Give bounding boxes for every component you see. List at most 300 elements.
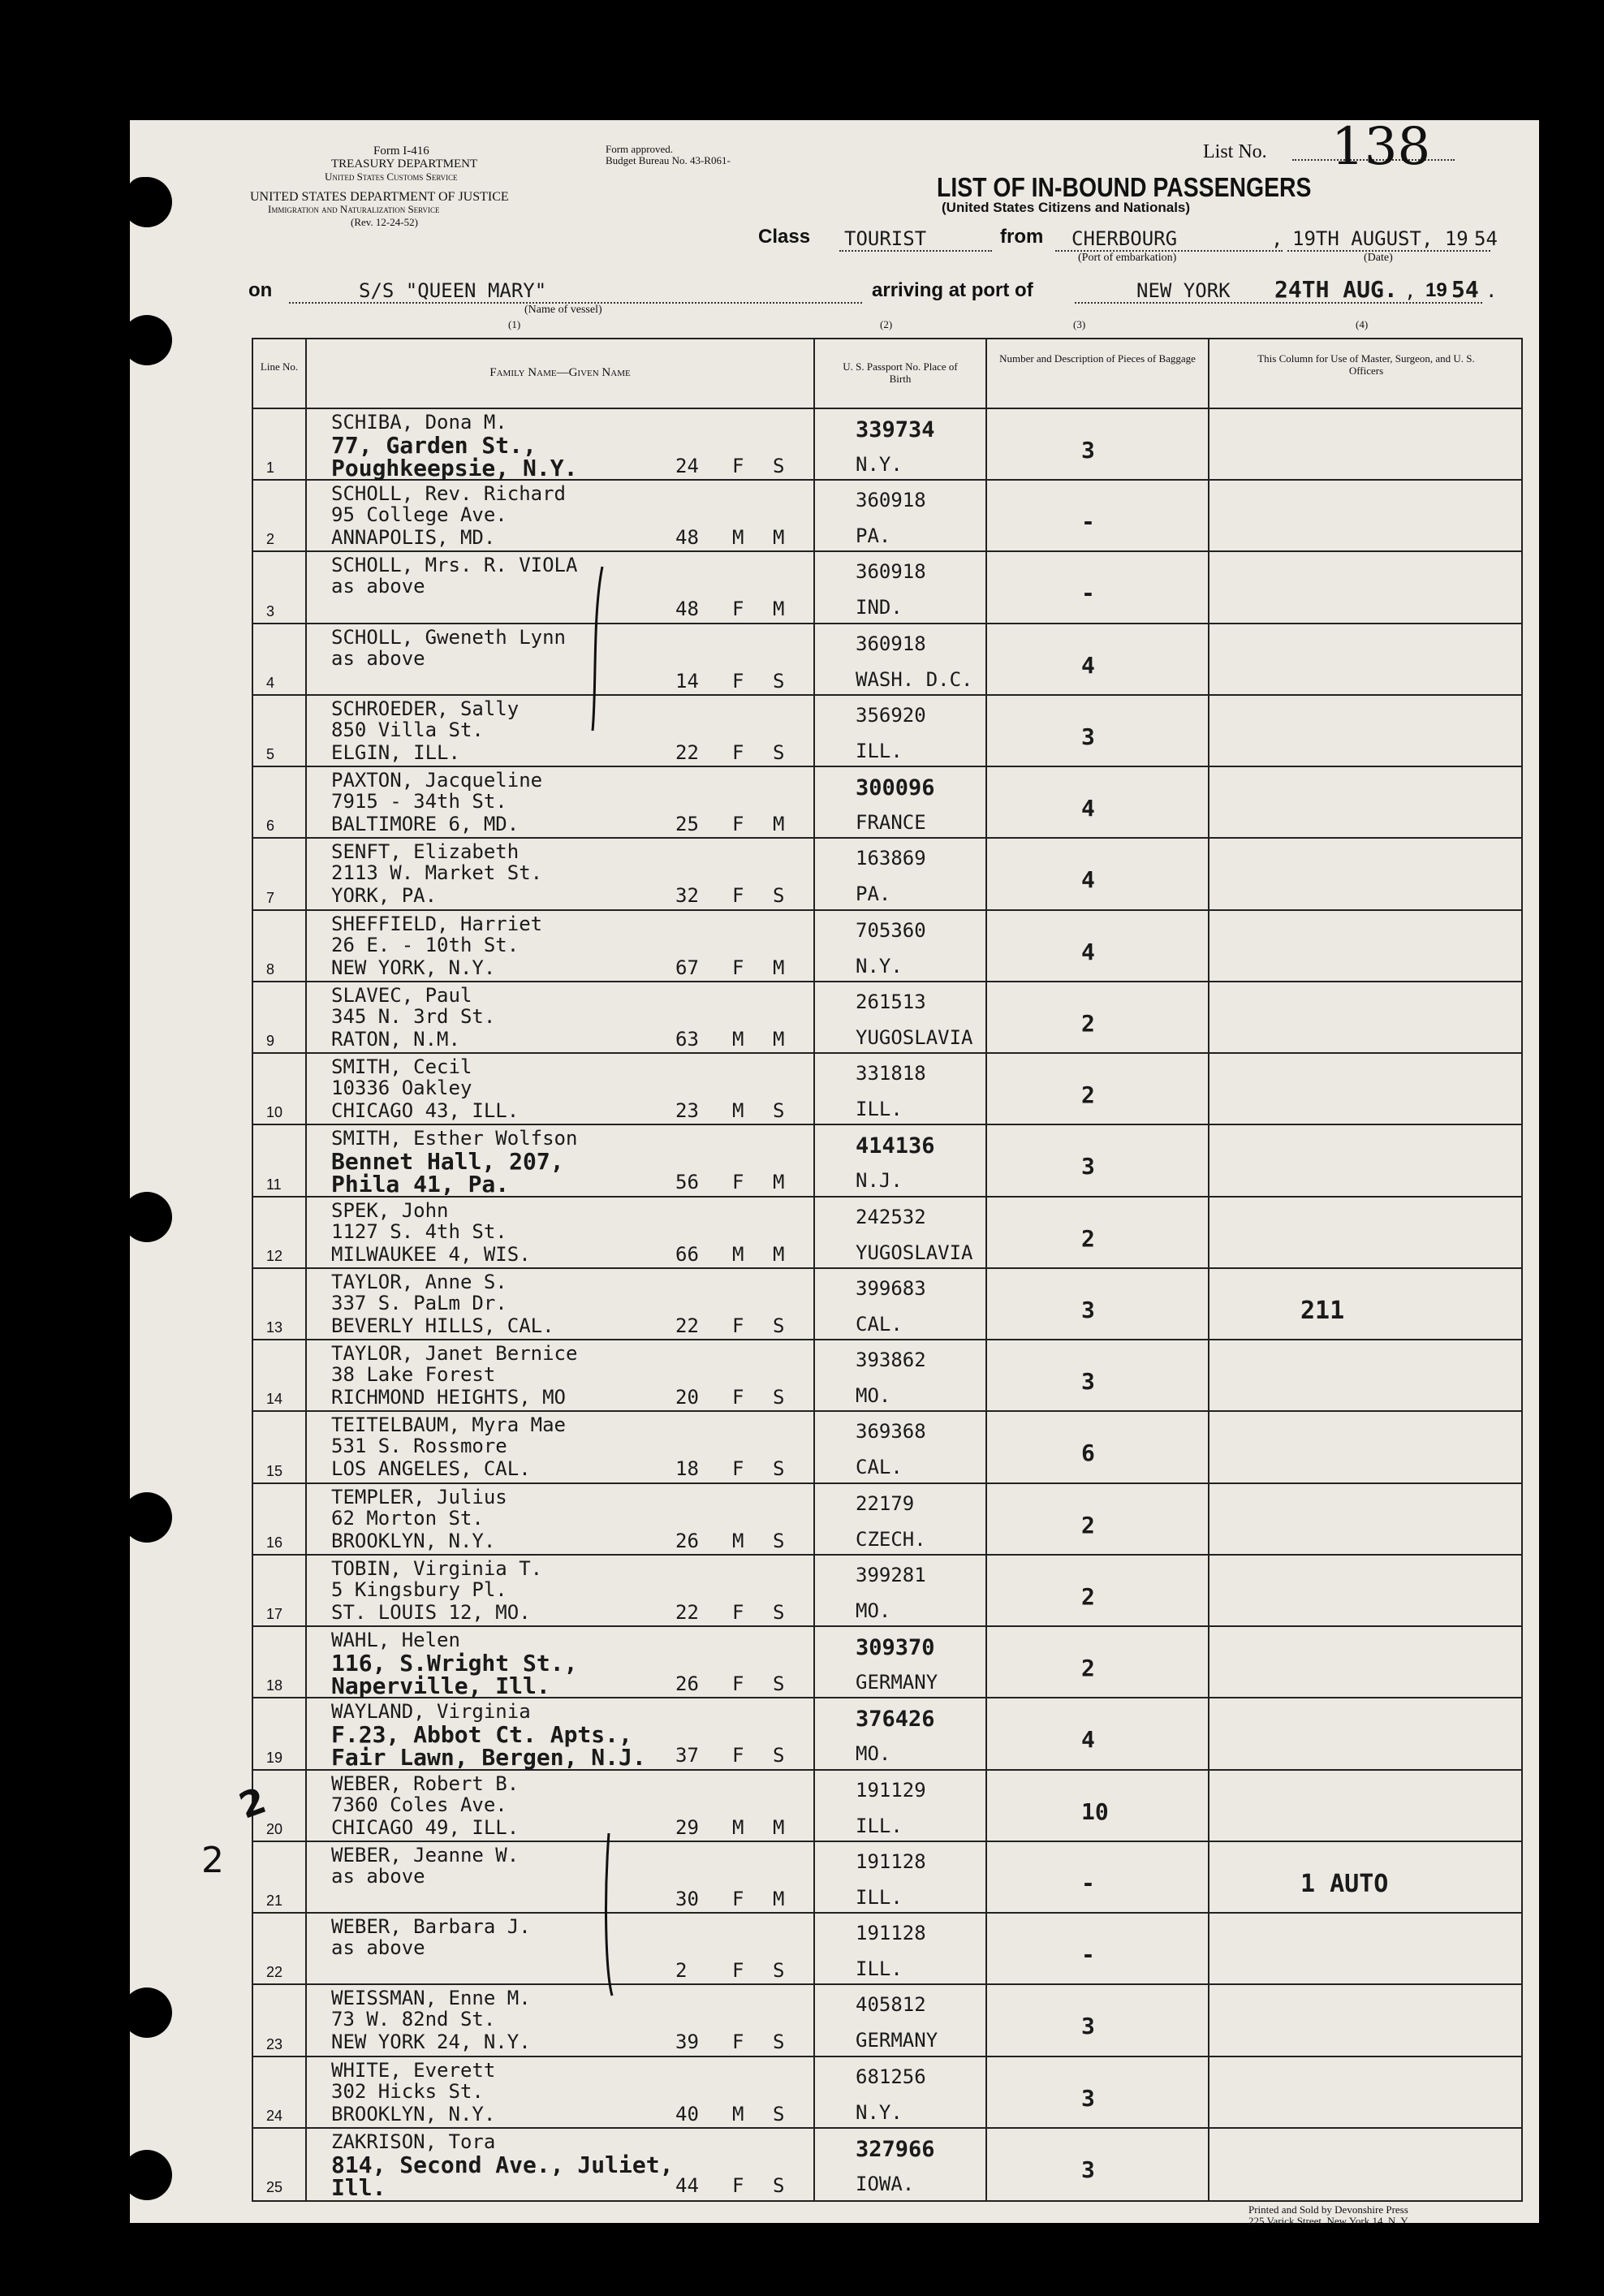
table-body (253, 409, 1521, 2200)
passenger-name: WEBER, Robert B. (331, 1772, 520, 1795)
passport-number: 309370 (856, 1635, 935, 1661)
line-number: 5 (266, 746, 275, 763)
col2-number: (2) (880, 318, 893, 330)
address-city: RATON, N.M. (331, 1027, 460, 1051)
address-line: 1127 S. 4th St. (331, 1219, 507, 1243)
sex: F (732, 956, 744, 979)
date-value: 19TH AUGUST, 19 (1292, 227, 1468, 250)
officer-note: 1 AUTO (1300, 1869, 1389, 1898)
baggage-count: 3 (1081, 1296, 1095, 1323)
marital-status: S (773, 669, 785, 693)
treasury-dept: TREASURY DEPARTMENT (331, 158, 478, 170)
passport-number: 191129 (856, 1778, 926, 1802)
address-line: 531 S. Rossmore (331, 1435, 507, 1458)
passenger-name: ZAKRISON, Tora (331, 2130, 496, 2153)
age: 26 (675, 1529, 699, 1552)
table-row (253, 982, 1521, 1054)
baggage-count: 2 (1081, 1655, 1095, 1682)
baggage-count: 2 (1081, 1511, 1095, 1539)
sex: M (732, 1027, 744, 1051)
place-of-birth: N.Y. (856, 2100, 903, 2124)
address-city: BALTIMORE 6, MD. (331, 813, 520, 836)
age: 32 (675, 884, 699, 908)
sex: F (732, 1672, 744, 1696)
sex: F (732, 2173, 744, 2197)
place-of-birth: CAL. (856, 1456, 903, 1479)
table-row (253, 1340, 1521, 1412)
age: 22 (675, 1600, 699, 1624)
arrival-year-prefix: 19 (1425, 279, 1447, 301)
col3-number: (3) (1073, 318, 1086, 330)
address-line: 345 N. 3rd St. (331, 1004, 496, 1028)
address-city: BEVERLY HILLS, CAL. (331, 1314, 554, 1337)
place-of-birth: PA. (856, 883, 891, 906)
baggage-count: - (1081, 1869, 1095, 1897)
baggage-count: 3 (1081, 1368, 1095, 1396)
marital-status: S (773, 740, 785, 764)
baggage-count: 2 (1081, 1582, 1095, 1610)
address-city: RICHMOND HEIGHTS, MO (331, 1386, 566, 1409)
baggage-count: - (1081, 508, 1095, 536)
address-line: 2113 W. Market St. (331, 861, 543, 885)
baggage-count: 3 (1081, 723, 1095, 750)
place-of-birth: ILL. (856, 1098, 903, 1121)
binder-hole (122, 1492, 172, 1543)
passport-number: 393862 (856, 1349, 926, 1372)
address-city: BROOKLYN, N.Y. (331, 2102, 496, 2126)
place-of-birth: N.Y. (856, 453, 903, 476)
address-line: 62 Morton St. (331, 1506, 484, 1530)
margin-mark-a: 2 (234, 1780, 272, 1828)
line-number: 18 (266, 1677, 283, 1694)
sex: F (732, 740, 744, 764)
table-row (253, 1771, 1521, 1842)
passport-number: 163869 (856, 847, 926, 870)
passport-number: 191128 (856, 1922, 926, 1945)
age: 48 (675, 598, 699, 621)
header-master: This Column for Use of Master, Surgeon, and U. S. Officers (1257, 352, 1475, 377)
passenger-name: SCHOLL, Rev. Richard (331, 482, 566, 506)
place-of-birth: YUGOSLAVIA (856, 1241, 973, 1264)
passport-number: 331818 (856, 1062, 926, 1085)
passport-number: 369368 (856, 1420, 926, 1444)
officer-note: 211 (1300, 1296, 1345, 1325)
sex: F (732, 1744, 744, 1767)
age: 14 (675, 669, 699, 693)
passport-number: 327966 (856, 2136, 935, 2162)
arriving-label: arriving at port of (872, 279, 1033, 301)
sex: F (732, 1171, 744, 1194)
address-line: as above (331, 646, 425, 670)
table-row (253, 839, 1521, 910)
passenger-name: SPEK, John (331, 1198, 449, 1222)
passport-number: 242532 (856, 1205, 926, 1228)
address-city: ELGIN, ILL. (331, 740, 460, 764)
line-number: 19 (266, 1749, 283, 1766)
line-number: 3 (266, 602, 275, 619)
place-of-birth: N.Y. (856, 954, 903, 978)
page-title: LIST OF IN-BOUND PASSENGERS (937, 172, 1312, 202)
line-number: 12 (266, 1247, 283, 1264)
address-line: 5 Kingsbury Pl. (331, 1577, 507, 1601)
line-number: 6 (266, 818, 275, 835)
date-note: (Date) (1364, 252, 1393, 264)
baggage-count: 10 (1081, 1798, 1109, 1825)
header-line-no: Line No. (260, 360, 299, 373)
age: 39 (675, 2031, 699, 2054)
marital-status: S (773, 1959, 785, 1983)
age: 30 (675, 1887, 699, 1910)
passport-number: 399683 (856, 1276, 926, 1300)
age: 25 (675, 813, 699, 836)
address-city: Naperville, Ill. (331, 1672, 550, 1700)
address-line: 95 College Ave. (331, 503, 507, 527)
place-of-birth: YUGOSLAVIA (856, 1025, 973, 1049)
marital-status: S (773, 1314, 785, 1337)
line-number: 2 (266, 531, 275, 548)
age: 48 (675, 526, 699, 550)
passenger-name: WEISSMAN, Enne M. (331, 1987, 531, 2010)
baggage-count: 3 (1081, 2084, 1095, 2112)
embarkation-note: (Port of embarkation) (1078, 252, 1177, 264)
passenger-name: SCHIBA, Dona M. (331, 411, 507, 434)
address-line: 302 Hicks St. (331, 2079, 484, 2103)
sex: F (732, 2031, 744, 2054)
sex: F (732, 1314, 744, 1337)
address-line: 814, Second Ave., Juliet, (331, 2151, 674, 2178)
sex: F (732, 455, 744, 477)
table-row (253, 1627, 1521, 1698)
passport-number: 339734 (856, 417, 935, 442)
address-city: NEW YORK, N.Y. (331, 956, 496, 979)
address-line: 38 Lake Forest (331, 1363, 496, 1387)
table-row (253, 1484, 1521, 1556)
age: 44 (675, 2173, 699, 2197)
passport-number: 399281 (856, 1563, 926, 1586)
table-row (253, 911, 1521, 982)
passenger-name: SCHOLL, Mrs. R. VIOLA (331, 554, 578, 577)
marital-status: S (773, 2173, 785, 2197)
address-city: BROOKLYN, N.Y. (331, 1529, 496, 1552)
line-number: 9 (266, 1033, 275, 1050)
passenger-name: SCHROEDER, Sally (331, 697, 520, 720)
baggage-count: 2 (1081, 1224, 1095, 1252)
table-row (253, 552, 1521, 624)
marital-status: S (773, 1600, 785, 1624)
marital-status: M (773, 526, 785, 550)
form-approved: Form approved. (606, 143, 674, 155)
arrival-port: NEW YORK (1136, 279, 1231, 302)
form-number: Form I-416 (373, 145, 429, 158)
table-row (253, 1269, 1521, 1340)
margin-mark-b: 2 (201, 1840, 224, 1881)
sex: F (732, 669, 744, 693)
passenger-name: WAYLAND, Virginia (331, 1700, 531, 1724)
marital-status: S (773, 1099, 785, 1123)
address-line: 77, Garden St., (331, 432, 537, 459)
date-year: 54 (1474, 227, 1498, 250)
passport-number: 360918 (856, 560, 926, 584)
passenger-name: WEBER, Jeanne W. (331, 1843, 520, 1867)
address-line: 73 W. 82nd St. (331, 2008, 496, 2031)
line-number: 11 (266, 1176, 282, 1193)
address-line: as above (331, 1936, 425, 1960)
marital-status: S (773, 1744, 785, 1767)
line-number: 15 (266, 1462, 283, 1479)
sex: F (732, 813, 744, 836)
address-line: 850 Villa St. (331, 718, 484, 741)
address-city: LOS ANGELES, CAL. (331, 1457, 531, 1481)
passenger-name: TOBIN, Virginia T. (331, 1556, 543, 1580)
marital-status: S (773, 884, 785, 908)
baggage-count: 3 (1081, 1153, 1095, 1180)
age: 2 (675, 1959, 688, 1983)
address-line: as above (331, 1864, 425, 1888)
passport-number: 300096 (856, 775, 935, 801)
line-number: 22 (266, 1964, 283, 1981)
age: 37 (675, 1744, 699, 1767)
passenger-table (252, 338, 1523, 2202)
baggage-count: 3 (1081, 2013, 1095, 2040)
place-of-birth: MO. (856, 1742, 891, 1766)
baggage-count: 2 (1081, 1081, 1095, 1109)
passport-number: 376426 (856, 1707, 935, 1733)
passport-number: 681256 (856, 2065, 926, 2088)
address-city: Ill. (331, 2173, 386, 2201)
marital-status: S (773, 1457, 785, 1481)
header-passport: U. S. Passport No. Place of Birth (843, 360, 958, 385)
sex: M (732, 1099, 744, 1123)
line-number: 20 (266, 1820, 283, 1837)
age: 40 (675, 2102, 699, 2126)
col1-number: (1) (508, 318, 521, 330)
marital-status: M (773, 1887, 785, 1910)
age: 24 (675, 455, 699, 477)
list-no-label: List No. (1203, 141, 1267, 162)
age: 18 (675, 1457, 699, 1481)
marital-status: M (773, 1815, 785, 1839)
passenger-name: WEBER, Barbara J. (331, 1915, 531, 1939)
passport-number: 191128 (856, 1849, 926, 1873)
place-of-birth: ILL. (856, 739, 903, 762)
sex: M (732, 1529, 744, 1552)
passenger-name: PAXTON, Jacqueline (331, 769, 543, 792)
sex: F (732, 1887, 744, 1910)
budget-bureau: Budget Bureau No. 43-R061- (606, 154, 731, 166)
address-city: Fair Lawn, Bergen, N.J. (331, 1744, 646, 1772)
age: 29 (675, 1815, 699, 1839)
marital-status: S (773, 1386, 785, 1409)
marital-status: M (773, 956, 785, 979)
line-number: 8 (266, 960, 275, 978)
sex: F (732, 1600, 744, 1624)
baggage-count: 4 (1081, 1726, 1095, 1754)
address-line: 337 S. PaLm Dr. (331, 1291, 507, 1314)
table-row (253, 481, 1521, 552)
passenger-name: SMITH, Esther Wolfson (331, 1127, 578, 1150)
sex: F (732, 1959, 744, 1983)
table-row (253, 2129, 1521, 2200)
sex: F (732, 1457, 744, 1481)
address-city: YORK, PA. (331, 884, 438, 908)
sex: M (732, 1815, 744, 1839)
place-of-birth: ILL. (856, 1814, 903, 1837)
sex: F (732, 598, 744, 621)
passenger-name: WHITE, Everett (331, 2058, 496, 2082)
age: 56 (675, 1171, 699, 1194)
address-line: 7915 - 34th St. (331, 790, 507, 814)
marital-status: M (773, 598, 785, 621)
line-number: 21 (266, 1892, 283, 1910)
marital-status: S (773, 2031, 785, 2054)
baggage-count: 4 (1081, 866, 1095, 894)
list-number: 138 (1331, 117, 1431, 177)
age: 22 (675, 1314, 699, 1337)
vessel-name: S/S "QUEEN MARY" (359, 279, 547, 302)
marital-status: M (773, 813, 785, 836)
justice-dept: UNITED STATES DEPARTMENT OF JUSTICE (250, 190, 509, 204)
page-subtitle: (United States Citizens and Nationals) (942, 200, 1191, 215)
table-row (253, 767, 1521, 839)
place-of-birth: N.J. (856, 1169, 903, 1193)
binder-hole (122, 2150, 172, 2200)
vessel-note: (Name of vessel) (524, 304, 602, 316)
table-row (253, 1556, 1521, 1627)
col4-number: (4) (1356, 318, 1369, 330)
table-row (253, 1054, 1521, 1125)
place-of-birth: GERMANY (856, 1671, 938, 1694)
address-line: 7360 Coles Ave. (331, 1793, 507, 1816)
binder-hole (122, 1987, 172, 2038)
age: 67 (675, 956, 699, 979)
line-number: 23 (266, 2035, 283, 2052)
arrival-year: 54 (1451, 276, 1479, 303)
marital-status: M (773, 1027, 785, 1051)
class-label: Class (758, 226, 811, 248)
passport-number: 360918 (856, 489, 926, 512)
place-of-birth: MO. (856, 1599, 891, 1622)
line-number: 13 (266, 1319, 283, 1336)
age: 26 (675, 1672, 699, 1696)
passenger-name: SMITH, Cecil (331, 1055, 472, 1079)
from-label: from (1000, 226, 1044, 248)
ins-label: Immigration and Naturalization Service (268, 203, 440, 215)
age: 23 (675, 1099, 699, 1123)
passport-number: 405812 (856, 1993, 926, 2017)
baggage-count: - (1081, 1941, 1095, 1969)
passenger-name: SCHOLL, Gweneth Lynn (331, 625, 566, 649)
passenger-name: TAYLOR, Janet Bernice (331, 1342, 578, 1366)
marital-status: M (773, 1171, 785, 1194)
line-number: 14 (266, 1391, 283, 1408)
line-number: 10 (266, 1104, 283, 1121)
address-city: ANNAPOLIS, MD. (331, 526, 496, 550)
printer-credit-2: 225 Varick Street, New York 14, N. Y. (1248, 2215, 1410, 2227)
address-city: Poughkeepsie, N.Y. (331, 455, 578, 481)
age: 22 (675, 740, 699, 764)
address-city: CHICAGO 49, ILL. (331, 1815, 520, 1839)
table-row (253, 1698, 1521, 1770)
baggage-count: - (1081, 580, 1095, 607)
line-number: 4 (266, 674, 275, 691)
baggage-count: 2 (1081, 1009, 1095, 1037)
address-city: Phila 41, Pa. (331, 1171, 510, 1198)
sex: M (732, 1242, 744, 1266)
place-of-birth: IOWA. (856, 2172, 915, 2195)
header-baggage: Number and Description of Pieces of Baggage (999, 352, 1196, 365)
arrival-date: 24TH AUG. (1274, 276, 1398, 303)
revision: (Rev. 12-24-52) (351, 216, 418, 228)
place-of-birth: WASH. D.C. (856, 667, 973, 691)
marital-status: S (773, 1672, 785, 1696)
address-city: ST. LOUIS 12, MO. (331, 1600, 531, 1624)
age: 63 (675, 1027, 699, 1051)
table-row (253, 2057, 1521, 2129)
place-of-birth: CZECH. (856, 1527, 926, 1551)
passenger-list-page: Form I-416 TREASURY DEPARTMENT United States Customs Service UNITED STATES DEPARTMENT OF JUSTICE Immigration and Naturalization Service (Rev. 12-24-52) Form approved. Budget Bureau No. 43-R061- List No. 138 LIST OF IN-BOUND PASSENGERS (United States Citizens and Nationals) Class TOURIST from CHERBOURG (Port of embarkation) , 19TH AUGUST, 19 54 (Date) on S/S "QUEEN MARY" (Name of vessel) arriving at port of NEW YORK 24TH AUG. , 19 54 . (1) (2) (3) (4) Line No. Family Name—Given Name U. S. Passport No. Place of Birth Number and Description of Pieces of Baggage This Column for Use of Master, Surgeon, and U. S. Officers 1 SCHIBA, Dona M. 77, Garden St., Poughkeepsie, N.Y. 24 F S 339734 N.Y. 3 2 SCHOLL, Rev. Richard 95 College Ave. ANNAPOLIS, MD. 48 M M 360918 PA. - 3 SCHOLL, Mrs. R. VIOLA as above 48 F M 360918 IND. - 4 SCHOLL, Gweneth Lynn as above 14 F S 360918 WASH. D.C. 4 5 SCHROEDER, Sally 850 Villa St. ELGIN, ILL. 22 F S 356920 ILL. 3 6 PAXTON, Jacqueline 7915 - 34th St. BALTIMORE 6, MD. 25 F M 300096 FRANCE 4 7 SENFT, Elizabeth 2113 W. Market St. YORK, PA. 32 F S 163869 PA. 4 8 SHEFFIELD, Harriet 26 E. - 10th St. NEW YORK, N.Y. 67 F M 705360 N.Y. 4 9 SLAVEC, Paul 345 N. 3rd St. RATON, N.M. 63 M M 261513 YUGOSLAVIA 2 10 SMITH, Cecil 10336 Oakley CHICAGO 43, ILL. 23 M S 331818 ILL. 2 11 SMITH, Esther Wolfson Bennet Hall, 207, Phila 41, Pa. 56 F M 414136 N.J. 3 12 SPEK, John 1127 S. 4th St. MILWAUKEE 4, WIS. 66 M M 242532 YUGOSLAVIA 2 13 TAYLOR, Anne S. 337 S. PaLm Dr. BEVERLY HILLS, CAL. 22 F S 399683 CAL. 3 211 14 TAYLOR, Janet Bernice 38 Lake Forest RICHMOND HEIGHTS, MO 20 F S 393862 MO. 3 15 TEITELBAUM, Myra Mae 531 S. Rossmore LOS ANGELES, CAL. 18 F S 369368 CAL. 6 16 TEMPLER, Julius 62 Morton St. BROOKLYN, N.Y. 26 M S 22179 CZECH. 2 17 TOBIN, Virginia T. 5 Kingsbury Pl. ST. LOUIS 12, MO. 22 F S 399281 MO. 2 18 WAHL, Helen 116, S.Wright St., Naperville, Ill. 26 F S 309370 GERMANY 2 19 WAYLAND, Virginia F.23, Abbot Ct. Apts., Fair Lawn, Bergen, N.J. 37 F S 376426 MO. 4 20 WEBER, Robert B. 7360 Coles Ave. CHICAGO 49, ILL. 29 M M 191129 ILL. 10 21 WEBER, Jeanne W. as above 30 F M 191128 ILL. - 1 AUTO 22 WEBER, Barbara J. as above 2 F S 191128 ILL. - 23 WEISSMAN, Enne M. 73 W. 82nd St. NEW YORK 24, N.Y. 39 F S 405812 GERMANY 3 24 WHITE, Everett 302 Hicks St. BROOKLYN, N.Y. 40 M S 681256 N.Y. 3 25 ZAKRISON, Tora 814, Second Ave., Juliet, Ill. 44 F S 327966 IOWA. 3 Printed and Sold by Devonshire Press 225 Varick Street, New York 14, N. Y. (130, 120, 1539, 2223)
line-number: 7 (266, 889, 275, 906)
address-city: MILWAUKEE 4, WIS. (331, 1242, 531, 1266)
sex: F (732, 884, 744, 908)
table-row (253, 409, 1521, 481)
binder-hole (122, 1192, 172, 1242)
sex: F (732, 1386, 744, 1409)
address-city: NEW YORK 24, N.Y. (331, 2031, 531, 2054)
place-of-birth: MO. (856, 1384, 891, 1408)
address-city: CHICAGO 43, ILL. (331, 1099, 520, 1123)
baggage-count: 4 (1081, 651, 1095, 679)
table-row (253, 1198, 1521, 1269)
age: 20 (675, 1386, 699, 1409)
place-of-birth: ILL. (856, 1957, 903, 1981)
line-number: 16 (266, 1534, 283, 1551)
baggage-count: 4 (1081, 938, 1095, 965)
address-line: 26 E. - 10th St. (331, 933, 520, 956)
class-value: TOURIST (844, 227, 927, 250)
passport-number: 414136 (856, 1133, 935, 1159)
table-row (253, 1412, 1521, 1483)
baggage-count: 3 (1081, 437, 1095, 464)
binder-hole (122, 315, 172, 365)
marital-status: S (773, 2102, 785, 2126)
baggage-count: 3 (1081, 2156, 1095, 2183)
passenger-name: TAYLOR, Anne S. (331, 1270, 507, 1293)
place-of-birth: CAL. (856, 1312, 903, 1336)
table-row (253, 1842, 1521, 1914)
from-value: CHERBOURG (1071, 227, 1178, 250)
address-line: 116, S.Wright St., (331, 1650, 578, 1677)
table-row (253, 1985, 1521, 2056)
marital-status: S (773, 1529, 785, 1552)
address-line: as above (331, 575, 425, 598)
passenger-name: TEITELBAUM, Myra Mae (331, 1413, 566, 1437)
passenger-name: SENFT, Elizabeth (331, 840, 520, 864)
marital-status: M (773, 1242, 785, 1266)
table-row (253, 624, 1521, 696)
printer-credit-1: Printed and Sold by Devonshire Press (1248, 2203, 1408, 2216)
address-line: 10336 Oakley (331, 1077, 472, 1100)
passenger-name: WAHL, Helen (331, 1629, 460, 1652)
place-of-birth: GERMANY (856, 2029, 938, 2052)
address-line: Bennet Hall, 207, (331, 1148, 564, 1176)
table-row (253, 1914, 1521, 1985)
sex: M (732, 2102, 744, 2126)
place-of-birth: IND. (856, 596, 903, 619)
customs-service: United States Customs Service (325, 170, 458, 183)
passport-number: 360918 (856, 632, 926, 655)
sex: M (732, 526, 744, 550)
header-name: Family Name—Given Name (489, 366, 631, 379)
